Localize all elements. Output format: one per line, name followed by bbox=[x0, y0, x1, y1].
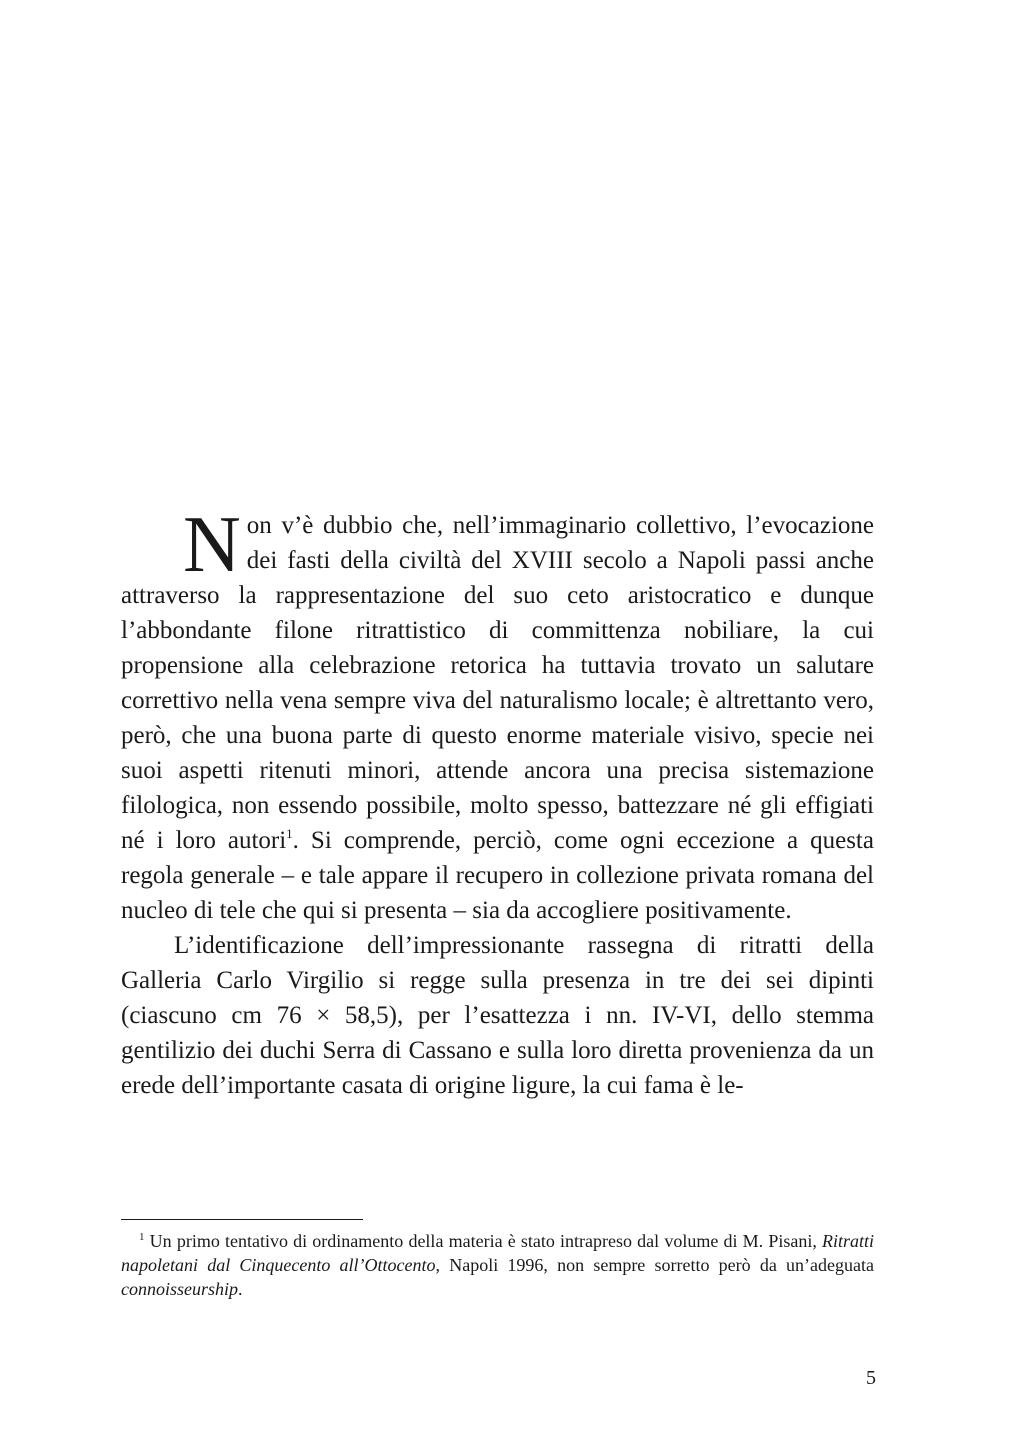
paragraph-1 bbox=[121, 501, 874, 928]
page-number: 5 bbox=[866, 1367, 876, 1389]
paragraph-1-lead: on v’è dubbio che, nell’immaginario collettivo, l’evocazione dei fasti della civiltà del XVIII secolo a Napoli passi anche attraverso la rappresentazione del suo ceto aristocratico e dunque l’abbondante filone ritrattistico di committenza nobiliare, la cui propensione alla celebrazione retorica ha tuttavia trovato un salutare correttivo nella vena sempre viva del naturalismo locale; è altrettanto vero, però, che una buona parte di questo enorme materiale visivo, specie nei suoi aspetti ritenuti minori, attende ancora una precisa sistemazione filologica, non essendo possibile, molto spesso, battezzare né gli effigiati né i loro autori bbox=[121, 512, 874, 854]
paragraph-2: L’identificazione dell’impressionante rassegna di ritratti della Galleria Carlo Virgilio si regge sulla presenza in tre dei sei dipinti (ciascuno cm 76 × 58,5), per l’esattezza i nn. IV-VI, dello stemma gentilizio dei duchi Serra di Cassano e sulla loro diretta provenienza da un erede dell’importante casata di origine ligure, la cui fama è le- bbox=[121, 932, 874, 1099]
drop-cap: N bbox=[183, 501, 241, 589]
main-text bbox=[121, 501, 874, 1103]
footnote-reference[interactable]: 1 bbox=[286, 826, 293, 841]
footnote-text-2: , Napoli 1996, non sempre sorretto però da un’adeguata bbox=[435, 1255, 874, 1275]
footnote bbox=[121, 1229, 874, 1301]
footnote-number: 1 bbox=[139, 1231, 145, 1243]
footnote-divider bbox=[121, 1219, 363, 1220]
footnote-text-3: . bbox=[238, 1279, 243, 1299]
footnote-term: connoisseurship bbox=[121, 1279, 238, 1299]
footnote-book-title: Ritratti napoletani dal Cinquecento all’Ottocento bbox=[121, 1231, 875, 1275]
footnote-text-1: Un primo tentativo di ordinamento della materia è stato intrapreso dal volume di M. Pisani, bbox=[149, 1231, 822, 1251]
paragraph-1-tail: . Si comprende, perciò, come ogni eccezione a questa regola generale – e tale appare il recupero in collezione privata romana del nucleo di tele che qui si presenta – sia da accogliere positivamente. bbox=[121, 827, 874, 924]
